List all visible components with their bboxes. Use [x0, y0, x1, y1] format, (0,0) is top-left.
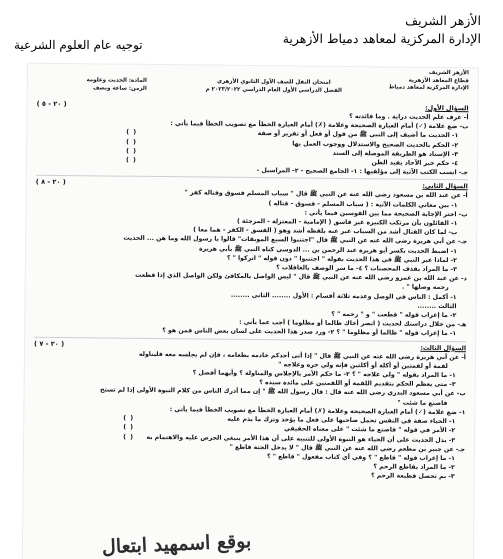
- letterhead: [181, 12, 481, 48]
- question-line: ٣- بم تحصل قطيعة الرحم ؟: [370, 472, 455, 481]
- answer-paren: ( ): [125, 156, 137, 164]
- answer-paren: ( ): [123, 433, 134, 441]
- question-line: فاصنع ما شئت ": [397, 399, 448, 407]
- question-item-text: ٢- الأمر في قوله " فاصنع ما شئت " على معناه الحقيقي: [284, 425, 456, 435]
- question-line: ٢- لماذا عبر النبي ﷺ في هذا الحديث بقوله " اجتنبوا " دون قوله " اتركوا " ؟: [226, 254, 458, 264]
- sheet-school-line: قطاع المعاهد الأزهرية: [408, 77, 469, 84]
- question-1-title: السؤال الأول:: [425, 104, 469, 113]
- question-item-text: ٢- الحكم بالحديث الصحيح والاستدلال ووجوب العمل بها: [292, 140, 459, 149]
- question-line: ١- بين معاني الكلمات الآتية : ( سباب المسلم - فسوق - قتاله ): [268, 199, 458, 209]
- exam-body: [33, 100, 469, 482]
- question-line: ١- أكمل : الناس في الوصل وعدمه ثلاثة أقسام : الأول ........ الثاني ........: [230, 291, 457, 301]
- letterhead-azhar: الأزهر الشريف: [405, 13, 481, 28]
- question-line: ب- اختر الإجابة الصحيحة مما بين القوسين فيما يأتي :: [304, 209, 468, 219]
- question-item-text: ٣- يدل الحديث على أن الحياء هو النبوة الأولى للتنبيه على أن هذا الأمر ينبغي الحرص عليه والاهتمام به: [146, 433, 456, 444]
- question-line: ١- ما إعراب قوله " قاطع " ؟ وفي أي كتاب مفعول " قاطع " ؟: [266, 453, 455, 463]
- question-line: ١- القائلون بأن مرتكب الكبيرة غير فاسق ( الإمامية - المعتزلة - المرجئة ): [236, 217, 458, 228]
- answer-paren: ( ): [126, 138, 138, 146]
- question-line: ٣- ما المراد بقذف المحصنات ؟ ٤- ما سر الوصف بالغافلات ؟: [276, 264, 457, 274]
- sheet-school-line: الأزهر الشريف: [429, 69, 469, 77]
- question-1-marks: ( ٢٠ - ٥ ): [36, 99, 67, 109]
- question-line: ٣- متى يعظم الحكم بتقديم اللقمة أو اللقمتين على مائدة سيده ؟: [259, 379, 456, 389]
- exam-sheet: [23, 64, 478, 559]
- question-3-title: السؤال الثالث:: [420, 344, 467, 352]
- question-line: ١- ما المراد بقوله " ولي علاجه " ؟ ٢- ما حكم الأمر بالإجلاس والمناولة ؟ وأيهما أفضل ؟: [192, 369, 456, 380]
- letterhead-administration: الإدارة المركزية لمعاهد دمياط الأزهرية: [282, 31, 481, 46]
- sheet-subject: المادة: الحديث وعلومه: [86, 77, 147, 84]
- question-2-title: السؤال الثاني:: [422, 183, 468, 191]
- sheet-time: الزمن: ساعة ونصف: [92, 85, 147, 92]
- sheet-school-block: [364, 69, 469, 93]
- answer-paren: ( ): [123, 414, 135, 422]
- question-3-marks: ( ٢٠ - ٧ ): [34, 339, 65, 348]
- letterhead-guidance: توجيه عام العلوم الشرعية: [14, 38, 143, 52]
- question-line: ١- اضبط الحديث بكسر أبو هريرة عبد الرحمن بن ... الدوسي كناه النبي ﷺ بأبي هريرة: [198, 245, 458, 255]
- question-line: أ- عرف علم الحديث دراية . وما فائدته ؟: [349, 113, 469, 122]
- question-line: رحمه وصلها " .: [401, 284, 449, 292]
- question-line: جـ- عن أبي هريرة رضي الله عنه عن النبي ﷺ قال "اجتنبوا السبع الموبقات" قالوا يا رسول الله وما هن ... الحديث: [123, 235, 468, 246]
- question-line: لقمة أو لقمتين أو أكلة أو أكلتين فإنه ولي حره وعلاجه ": [278, 361, 448, 370]
- question-line: ب- عن أبي مسعود البدري رضي الله عنه قال : قال رسول الله ﷺ " إن مما أدرك الناس من كلام النبوة الأولى إذا لم تستح: [99, 386, 466, 398]
- question-line: أ- عن أبي هريرة رضي الله عنه عن النبي ﷺ قال " إذا أتى أحدكم خادمه بطعامه ، فإن لم يجلسه معه فليناوله: [138, 350, 466, 361]
- question-item-text: ٣- الإسناد هو الطريقة الموصلة إلى السند: [332, 149, 459, 158]
- question-line: هـ- من خلال دراستك لحديث ( انصر أخاك ظالما أو مظلوما ) أجب عما يأتي :: [239, 319, 467, 329]
- sheet-exam-title: امتحان النقل للصف الأول الثانوي الأزهري: [217, 78, 331, 86]
- question-line: جـ- انسب الكتب الآتية إلى مؤلفيها : ١- الجامع الصحيح - ٢- المراسيل -: [256, 167, 468, 177]
- sheet-exam-title-block: [184, 77, 364, 95]
- answer-paren: ( ): [123, 423, 135, 432]
- question-2-marks: ( ٢٠ - ٨ ): [35, 178, 66, 187]
- question-line: ب- ضع علامة (✓) أمام العبارة الصحيحة وعلامة (✗) أمام العبارة الخطأ مع تصويب الخطأ فيما يأتي :: [170, 120, 469, 131]
- question-line: ب- لما كان القتال أشد من السباب عبر عنه بلفظه أشد وهو ( الفسق - الكفر - هما معا ): [193, 226, 458, 237]
- answer-paren: ( ): [126, 129, 138, 137]
- question-line: ٢- ما المراد بقاطع الرحم ؟: [373, 463, 455, 472]
- question-line: ٢- ما إعراب قوله " قطعت " و " رحمه " ؟: [331, 310, 457, 320]
- handwritten-signature: بوقع اسمهيد ابتعال: [101, 530, 252, 559]
- sheet-meta-block: [37, 76, 147, 93]
- question-line: الثالث ........: [417, 302, 457, 311]
- question-line: ١- ما إعراب قوله " ظالما أو مظلوما " ؟ ٢- ورد صدر هذا الحديث على لسان بعض الناس فمن هو ؟: [162, 327, 457, 338]
- exam-sheet-content: [34, 64, 469, 559]
- question-line: د- عن عبد الله بن عمرو رضي الله عنه عن النبي ﷺ قال " ليس الواصل بالمكافئ ولكن الواصل الذي إذا قطعت: [135, 272, 467, 283]
- question-item-text: ١- الحياء صفة في النفس تحمل صاحبها على فعل ما يؤخذ وترك ما يذم عليه: [227, 415, 456, 426]
- question-line: أ- عن عبد الله بن مسعود رضي الله عنه عن النبي ﷺ قال " سباب المسلم فسوق وقتاله كفر ": [184, 189, 468, 200]
- sheet-school-line: الإدارة المركزية لمعاهد دمياط: [388, 84, 469, 92]
- answer-paren: ( ): [126, 147, 137, 155]
- question-line: ١- ضع علامة (✓) أمام العبارة الصحيحة وعلامة (✗) أمام العبارة الخطأ مع تصويب الخطأ فيما يأتي :: [169, 406, 466, 417]
- question-item-text: ١- الحديث ما أضيف إلى النبي ﷺ من قول أو فعل أو تقرير أو صفة: [257, 130, 459, 140]
- question-item-text: ٤- حكم خبر الآحاد يفيد الظن: [371, 159, 459, 168]
- question-line: جـ- عن جبير بن مطعم رضي الله عنه عن النبي ﷺ قال " لا يدخل الجنة قاطع ": [229, 443, 466, 453]
- sheet-exam-term: الفصل الدراسي الأول العام الدراسي ٢٠٢٣/٢٠٢٢ م: [205, 86, 342, 94]
